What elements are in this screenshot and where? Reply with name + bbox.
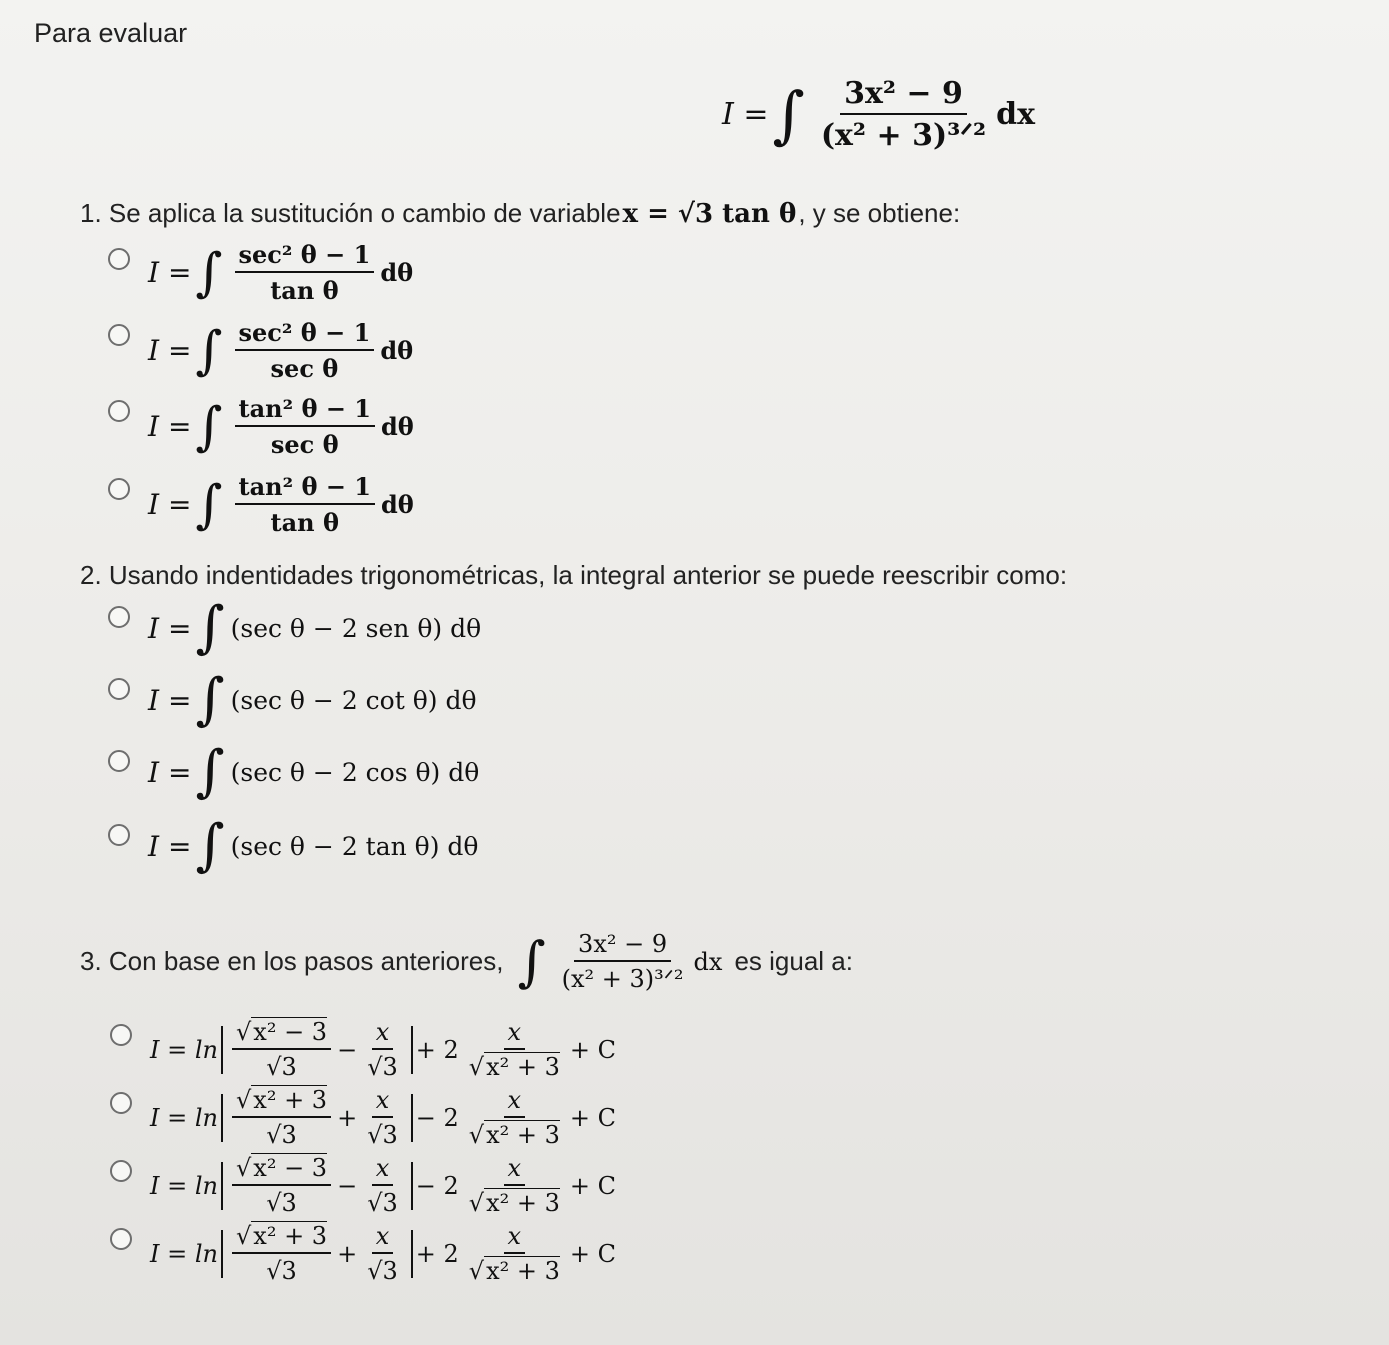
integral-sign-icon: ∫ (195, 739, 225, 804)
radio-button[interactable] (108, 324, 130, 346)
abs-bar-right (411, 1162, 413, 1210)
q3-prompt-prefix: 3. Con base en los pasos anteriores, (80, 946, 504, 976)
integral-sign-icon: ∫ (195, 474, 223, 535)
q3-radicand: x² − 3 (253, 1018, 328, 1046)
q3-prompt (80, 930, 853, 993)
q3-integral-dx: dx (693, 947, 723, 976)
integral-sign-icon: ∫ (195, 595, 225, 660)
q3-ln-label: I = ln (150, 1171, 218, 1200)
q3-sign1: + (337, 1103, 358, 1132)
sqrt3-label: √3 (266, 1189, 297, 1217)
q1-option-denominator: tan θ (270, 276, 339, 305)
x-label: x (504, 1154, 526, 1186)
q3-sign2: + 2 (415, 1035, 459, 1064)
main-integral-numerator: 3x² − 9 (840, 76, 967, 115)
sqrt3-label: √3 (266, 1257, 297, 1285)
q3-sign2: − 2 (415, 1171, 459, 1200)
d-theta: dθ (381, 412, 414, 441)
main-integral-dx: dx (996, 97, 1036, 132)
q3-sign2: + 2 (415, 1239, 459, 1268)
q1-substitution: x = √3 tan θ (622, 198, 797, 229)
radio-button[interactable] (108, 478, 130, 500)
q3-prompt-suffix: es igual a: (734, 946, 853, 976)
q3-radicand: x² + 3 (253, 1222, 328, 1250)
sqrt3-label: √3 (266, 1121, 297, 1149)
q1-prompt-suffix: , y se obtiene: (798, 198, 961, 228)
radio-button[interactable] (108, 248, 130, 270)
radio-button[interactable] (108, 400, 130, 422)
sqrt3-label: √3 (367, 1121, 398, 1149)
abs-bar-left (221, 1230, 223, 1278)
q2-option-expression: (sec θ − 2 tan θ) dθ (230, 831, 479, 861)
q1-option-numerator: tan² θ − 1 (235, 394, 375, 427)
q1-option-denominator: sec θ (270, 430, 339, 459)
q3-radicand: x² + 3 (253, 1086, 328, 1114)
abs-bar-left (221, 1026, 223, 1074)
x-label: x (372, 1086, 394, 1118)
d-theta: dθ (380, 336, 414, 365)
radio-button[interactable] (110, 1228, 132, 1250)
q3-sign1: − (337, 1035, 358, 1064)
constant-c: + C (569, 1035, 616, 1064)
q2-option-expression: (sec θ − 2 sen θ) dθ (230, 613, 482, 643)
q1-option-numerator: sec² θ − 1 (235, 240, 375, 273)
abs-bar-left (221, 1094, 223, 1142)
integral-sign-icon: ∫ (195, 320, 223, 381)
integral-sign-icon: ∫ (517, 929, 546, 993)
sqrt3-label: √3 (367, 1189, 398, 1217)
q3-integral-numerator: 3x² − 9 (574, 930, 671, 962)
abs-bar-left (221, 1162, 223, 1210)
x-label: x (372, 1222, 394, 1254)
q2-option-expression: (sec θ − 2 cos θ) dθ (230, 757, 480, 787)
integral-sign-icon: ∫ (195, 242, 223, 303)
abs-bar-right (411, 1026, 413, 1074)
integral-sign-icon: ∫ (195, 813, 225, 878)
d-theta: dθ (380, 258, 414, 287)
x-label: x (504, 1086, 526, 1118)
integral-sign-icon: ∫ (195, 667, 225, 732)
q1-prompt-prefix: 1. Se aplica la sustitución o cambio de variable (80, 198, 621, 228)
q3-ln-label: I = ln (150, 1239, 218, 1268)
q2-option-expression: (sec θ − 2 cot θ) dθ (230, 685, 477, 715)
x-label: x (372, 1018, 394, 1050)
q1-option-denominator: tan θ (270, 508, 339, 537)
x-label: x (504, 1018, 526, 1050)
q1-option-numerator: tan² θ − 1 (235, 472, 375, 505)
radio-button[interactable] (110, 1160, 132, 1182)
sqrt3-label: √3 (367, 1053, 398, 1081)
q3-ln-label: I = ln (150, 1035, 218, 1064)
x-label: x (372, 1154, 394, 1186)
q3-integral-denominator: (x² + 3)³ᐟ² (561, 965, 684, 993)
radio-button[interactable] (108, 824, 130, 846)
q3-sign2: − 2 (415, 1103, 459, 1132)
q3-radicand2: x² + 3 (486, 1121, 560, 1149)
main-integral-fraction (817, 76, 990, 153)
radio-button[interactable] (108, 678, 130, 700)
constant-c: + C (569, 1103, 616, 1132)
sqrt3-label: √3 (367, 1257, 398, 1285)
abs-bar-right (411, 1230, 413, 1278)
main-integral-lhs: I = (722, 97, 769, 132)
q3-radicand2: x² + 3 (486, 1053, 560, 1081)
q3-radicand2: x² + 3 (486, 1257, 560, 1285)
abs-bar-right (411, 1094, 413, 1142)
q3-sign1: + (337, 1239, 358, 1268)
q1-option-numerator: sec² θ − 1 (235, 318, 375, 351)
q3-ln-label: I = ln (150, 1103, 218, 1132)
main-integral (722, 76, 1035, 153)
intro-text: Para evaluar (34, 18, 188, 48)
constant-c: + C (569, 1171, 616, 1200)
radio-button[interactable] (108, 606, 130, 628)
integral-sign-icon: ∫ (195, 396, 223, 457)
main-integral-denominator: (x² + 3)³ᐟ² (820, 118, 987, 153)
q3-radicand2: x² + 3 (486, 1189, 560, 1217)
d-theta: dθ (381, 490, 414, 519)
radio-button[interactable] (110, 1092, 132, 1114)
constant-c: + C (569, 1239, 616, 1268)
radio-button[interactable] (110, 1024, 132, 1046)
q1-prompt (80, 198, 960, 229)
sqrt3-label: √3 (266, 1053, 297, 1081)
q1-option-denominator: sec θ (270, 354, 339, 383)
x-label: x (504, 1222, 526, 1254)
q3-sign1: − (337, 1171, 358, 1200)
q3-radicand: x² − 3 (253, 1154, 328, 1182)
integral-sign-icon: ∫ (772, 77, 805, 151)
q2-prompt: 2. Usando indentidades trigonométricas, la integral anterior se puede reescribir como: (80, 560, 1068, 590)
page: Para evaluar I = ∫ $\frac{\text{3x² − 9}}{\text{(x² + 3)³ᐟ²}}$ dx 1. Se aplica la sustitución o cambio de variable x = √3 tan θ , y se obtiene: I = ∫ $\frac{\text{sec² θ − 1}}{\text{tan θ}}$ dθ I = ∫ $\frac{\text{sec² θ − 1}}{\text{sec θ}}$ dθ I = ∫ $\frac{\text{tan² θ − 1}}{\text{sec θ}}$ dθ I = ∫ $\frac{\text{tan² θ − 1}}{\text{tan θ}}$ dθ 2. Usando indentidades trigonométricas, la integral anterior se puede reescribir como: I = ∫ (sec θ − 2 sen θ) dθ I = ∫ (sec θ − 2 cot θ) dθ I = ∫ (sec θ − 2 cos θ) dθ I = ∫ (sec θ − 2 tan θ) dθ 3. Con base en los pasos anteriores, ∫ $\frac{\text{3x² − 9}}{\text{(x² + 3)³ᐟ²}}$ dx es igual a: I = ln $\frac{\text{√x² − 3}}{√3}$ − $\frac{x}{√3}$ + 2 $\frac{x}{\text{√x² + 3}}$ + C I = ln $\frac{\text{√x² + 3}}{√3}$ + $\frac{x}{√3}$ − 2 $\frac{x}{\text{√x² + 3}}$ + C I = ln $\frac{\text{√x² − 3}}{√3}$ − $\frac{x}{√3}$ − 2 $\frac{x}{\text{√x² + 3}}$ + C I = ln $\frac{\text{√x² + 3}}{√3}$ + $\frac{x}{√3}$ + 2 $\frac{x}{\text{√x² + 3}}$ + C (34, 18, 1068, 1285)
radio-button[interactable] (108, 750, 130, 772)
